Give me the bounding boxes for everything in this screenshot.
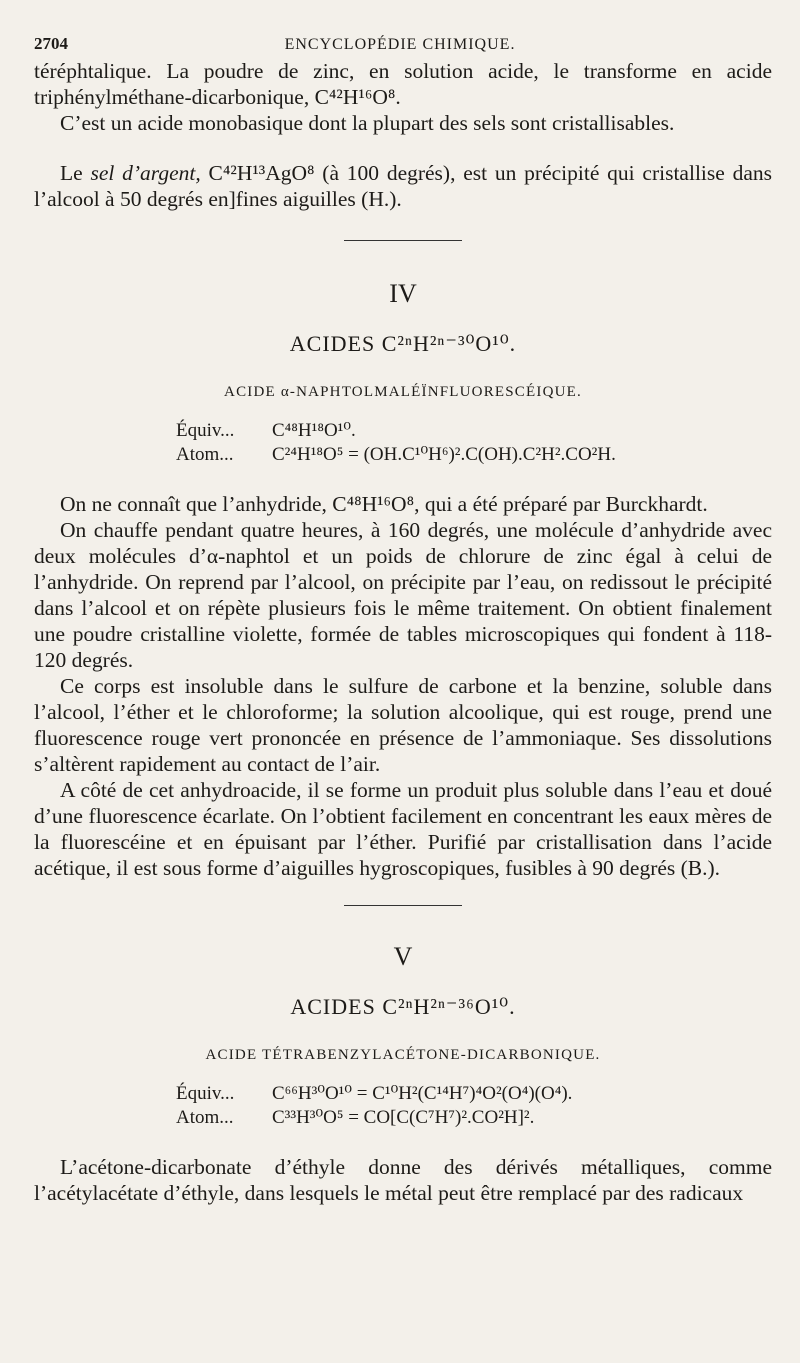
section-title-v: ACIDES C²ⁿH²ⁿ⁻³⁶O¹⁰. (290, 994, 516, 1019)
running-title: ENCYCLOPÉDIE CHIMIQUE. (284, 36, 516, 53)
formula-equiv (176, 419, 772, 443)
paragraph: A côté de cet anhydroacide, il se forme un produit plus soluble dans l’eau et doué d’une fluorescence écarlate. On l’obtient facilement en concentrant les eaux mères de la fluorescéine et en épuisant par l’éther. Purifié par cristallisation dans l’acide acétique, il est sous forme d’aiguilles hygroscopiques, fusibles à 90 degrés (B.). (34, 778, 772, 880)
paragraph-continuation (34, 58, 772, 110)
text-line: triphénylméthane-dicarbonique, C⁴²H¹⁶O⁸. (34, 85, 401, 109)
paragraph: C’est un acide monobasique dont la plupart des sels sont cristallisables. (60, 111, 675, 135)
paragraph: On ne connaît que l’anhydride, C⁴⁸H¹⁶O⁸, qui a été préparé par Burckhardt. (60, 492, 708, 516)
formula-label: Atom... (176, 444, 234, 465)
formula-text: C²⁴H¹⁸O⁵ = (OH.C¹⁰H⁶)².C(OH).C²H².CO²H. (272, 444, 616, 465)
formula-label: Équiv... (176, 420, 235, 441)
formula-equiv (176, 1082, 772, 1106)
section-title-iv: ACIDES C²ⁿH²ⁿ⁻³⁰O¹⁰. (289, 331, 517, 356)
page-body (34, 58, 772, 1206)
italic-term: sel d’argent, (90, 161, 201, 185)
formula-text: C⁶⁶H³⁰O¹⁰ = C¹⁰H²(C¹⁴H⁷)⁴O²(O⁴)(O⁴). (272, 1083, 573, 1104)
formula-text: C³³H³⁰O⁵ = CO[C(C⁷H⁷)².CO²H]². (272, 1107, 535, 1128)
text-run: C⁴²H¹³AgO⁸ (à 100 degrés), est un précipité qui cristallise dans l’alcool à 50 degrés en]fines aiguilles (H.). (34, 161, 772, 211)
page-header (34, 34, 766, 60)
formula-text: C⁴⁸H¹⁸O¹⁰. (272, 420, 356, 441)
section-numeral-iv: IV (389, 279, 417, 308)
formula-block-v (176, 1082, 772, 1130)
formula-label: Atom... (176, 1107, 234, 1128)
formula-atom (176, 1106, 772, 1130)
text-run: Le (60, 161, 83, 185)
paragraph: Ce corps est insoluble dans le sulfure de carbone et la benzine, soluble dans l’alcool, l’éther et le chloroforme; la solution alcoolique, qui est rouge, prend une fluorescence rouge vert prononcée en présence de l’ammoniaque. Ses dissolutions s’altèrent rapidement au contact de l’air. (34, 674, 772, 776)
formula-block-iv (176, 419, 772, 467)
paragraph-silver-salt (34, 160, 772, 212)
page-number: 2704 (34, 34, 68, 53)
formula-atom (176, 443, 772, 467)
text-line: téréphtalique. La poudre de zinc, en solution acide, le transforme en acide (34, 59, 772, 83)
acid-name-iv: ACIDE α-NAPHTOLMALÉÏNFLUORESCÉIQUE. (224, 384, 582, 400)
paragraph: On chauffe pendant quatre heures, à 160 degrés, une molécule d’anhydride avec deux molécules d’α-naphtol et un poids de chlorure de zinc égal à celui de l’anhydride. On reprend par l’alcool, on précipite par l’eau, on redissout le précipité dans l’alcool et on répète plusieurs fois le même traitement. On obtient finalement une poudre cristalline violette, formée de tables microscopiques qui fondent à 118-120 degrés. (34, 518, 772, 672)
acid-name-v: ACIDE TÉTRABENZYLACÉTONE-DICARBONIQUE. (205, 1047, 601, 1063)
formula-label: Équiv... (176, 1083, 235, 1104)
section-numeral-v: V (393, 942, 413, 971)
paragraph: L’acétone-dicarbonate d’éthyle donne des dérivés métalliques, comme l’acétylacétate d’éthyle, dans lesquels le métal peut être remplacé par des radicaux (34, 1155, 772, 1205)
